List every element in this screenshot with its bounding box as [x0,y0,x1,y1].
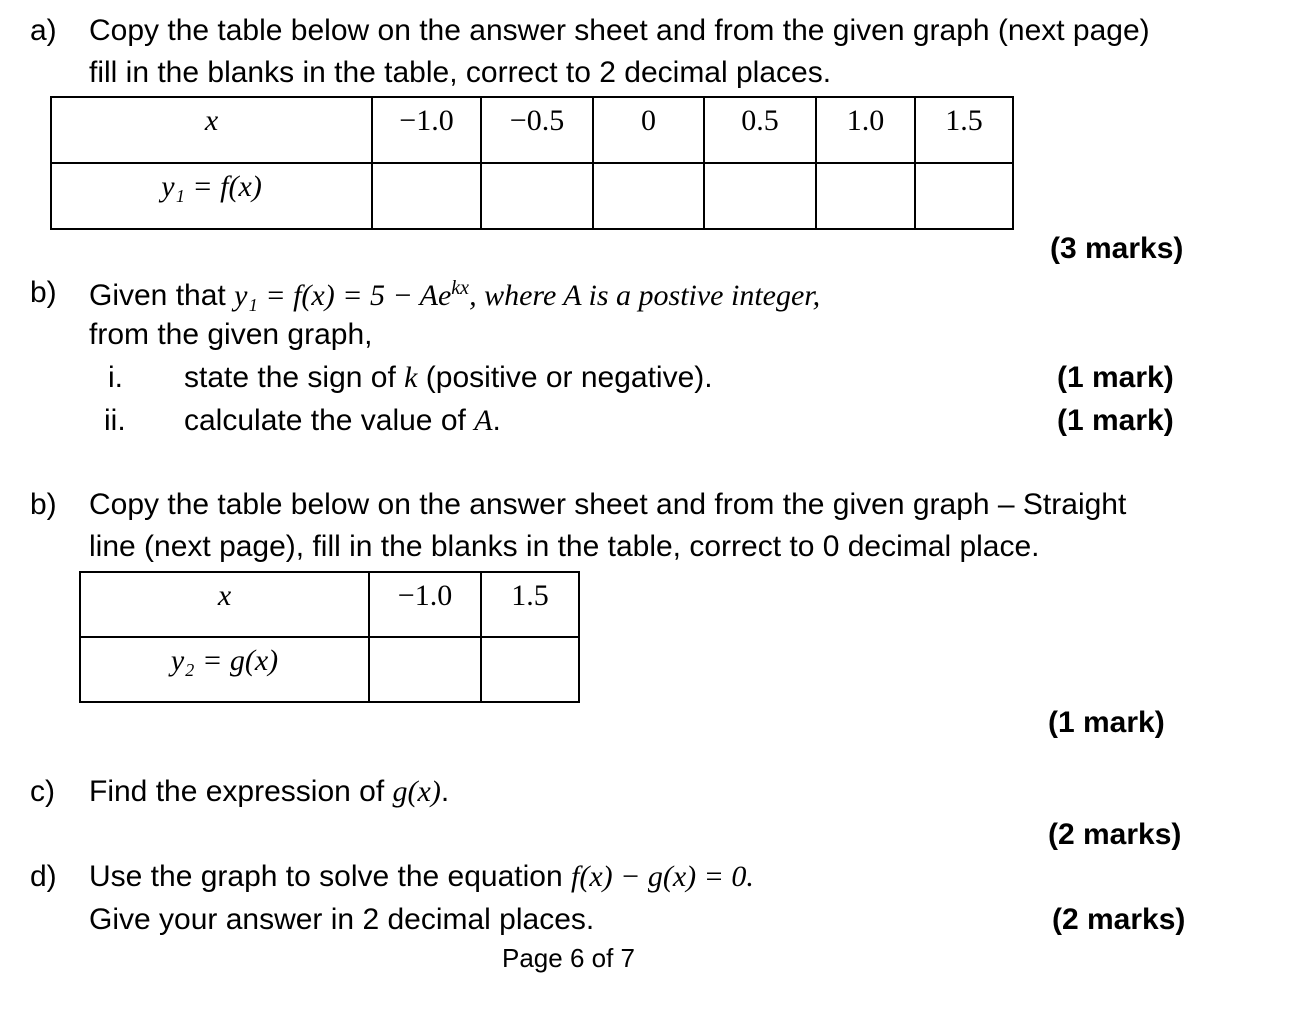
part-a-text-1: Copy the table below on the answer sheet and from the given graph (next page) [89,14,1150,47]
item-i-text [184,363,713,393]
table-g [79,571,580,703]
x-header: x [51,97,372,163]
part-a-text-2: fill in the blanks in the table, correct to 2 decimal places. [89,56,832,89]
item-ii-marks: (1 mark) [1057,404,1174,437]
var: A [474,404,493,437]
part-b2-marks: (1 mark) [1048,706,1165,739]
part-a-label: a) [30,14,57,47]
blank-cell [481,163,593,229]
x-value: 1.5 [481,572,579,637]
text: (positive or negative). [417,361,713,394]
blank-cell [481,637,579,702]
exponent: kx [451,277,470,299]
expr: f(x) − g(x) = 0. [571,860,754,893]
page-footer: Page 6 of 7 [502,943,635,973]
part-b2-label: b) [30,488,57,521]
x-value: −1.0 [372,97,481,163]
part-b-text-2: from the given graph, [89,318,373,351]
text: state the sign of [184,361,405,394]
item-ii-text [184,406,501,436]
equation: y₁ = f(x) = 5 − Ae [234,279,452,312]
x-value: −1.0 [369,572,481,637]
text: Find the expression of [89,775,393,808]
item-ii-num: ii. [104,404,126,437]
blank-cell [369,637,481,702]
part-c-marks: (2 marks) [1048,818,1182,851]
part-b2-text-2: line (next page), fill in the blanks in the table, correct to 0 decimal place. [89,530,1040,563]
given-text: Given that [89,279,235,312]
text: . [440,775,450,808]
condition: , where A is a postive integer, [469,279,821,312]
x-value: 1.5 [915,97,1013,163]
var: k [404,361,418,394]
part-b-label: b) [30,276,57,309]
x-value: 1.0 [816,97,915,163]
part-d-marks: (2 marks) [1052,903,1186,936]
y1-header: y₁ = f(x) [51,163,372,229]
x-value: 0 [593,97,704,163]
blank-cell [915,163,1013,229]
blank-cell [372,163,481,229]
part-c-text [89,777,449,807]
table-f [50,96,1014,230]
part-c-label: c) [30,775,55,808]
x-header: x [80,572,369,637]
part-a-marks: (3 marks) [1050,232,1184,265]
expr: g(x) [392,775,441,808]
x-value: 0.5 [704,97,816,163]
part-b2-text-1: Copy the table below on the answer sheet and from the given graph – Straight [89,488,1127,521]
x-value: −0.5 [481,97,593,163]
blank-cell [593,163,704,229]
blank-cell [816,163,915,229]
item-i-num: i. [108,361,123,394]
blank-cell [704,163,816,229]
part-b-text-1 [89,278,820,311]
item-i-marks: (1 mark) [1057,361,1174,394]
part-d-text-2: Give your answer in 2 decimal places. [89,903,595,936]
text: calculate the value of [184,404,475,437]
text: Use the graph to solve the equation [89,860,571,893]
y2-header: y₂ = g(x) [80,637,369,702]
part-d-label: d) [30,860,57,893]
part-d-text-1 [89,862,754,892]
text: . [492,404,501,437]
